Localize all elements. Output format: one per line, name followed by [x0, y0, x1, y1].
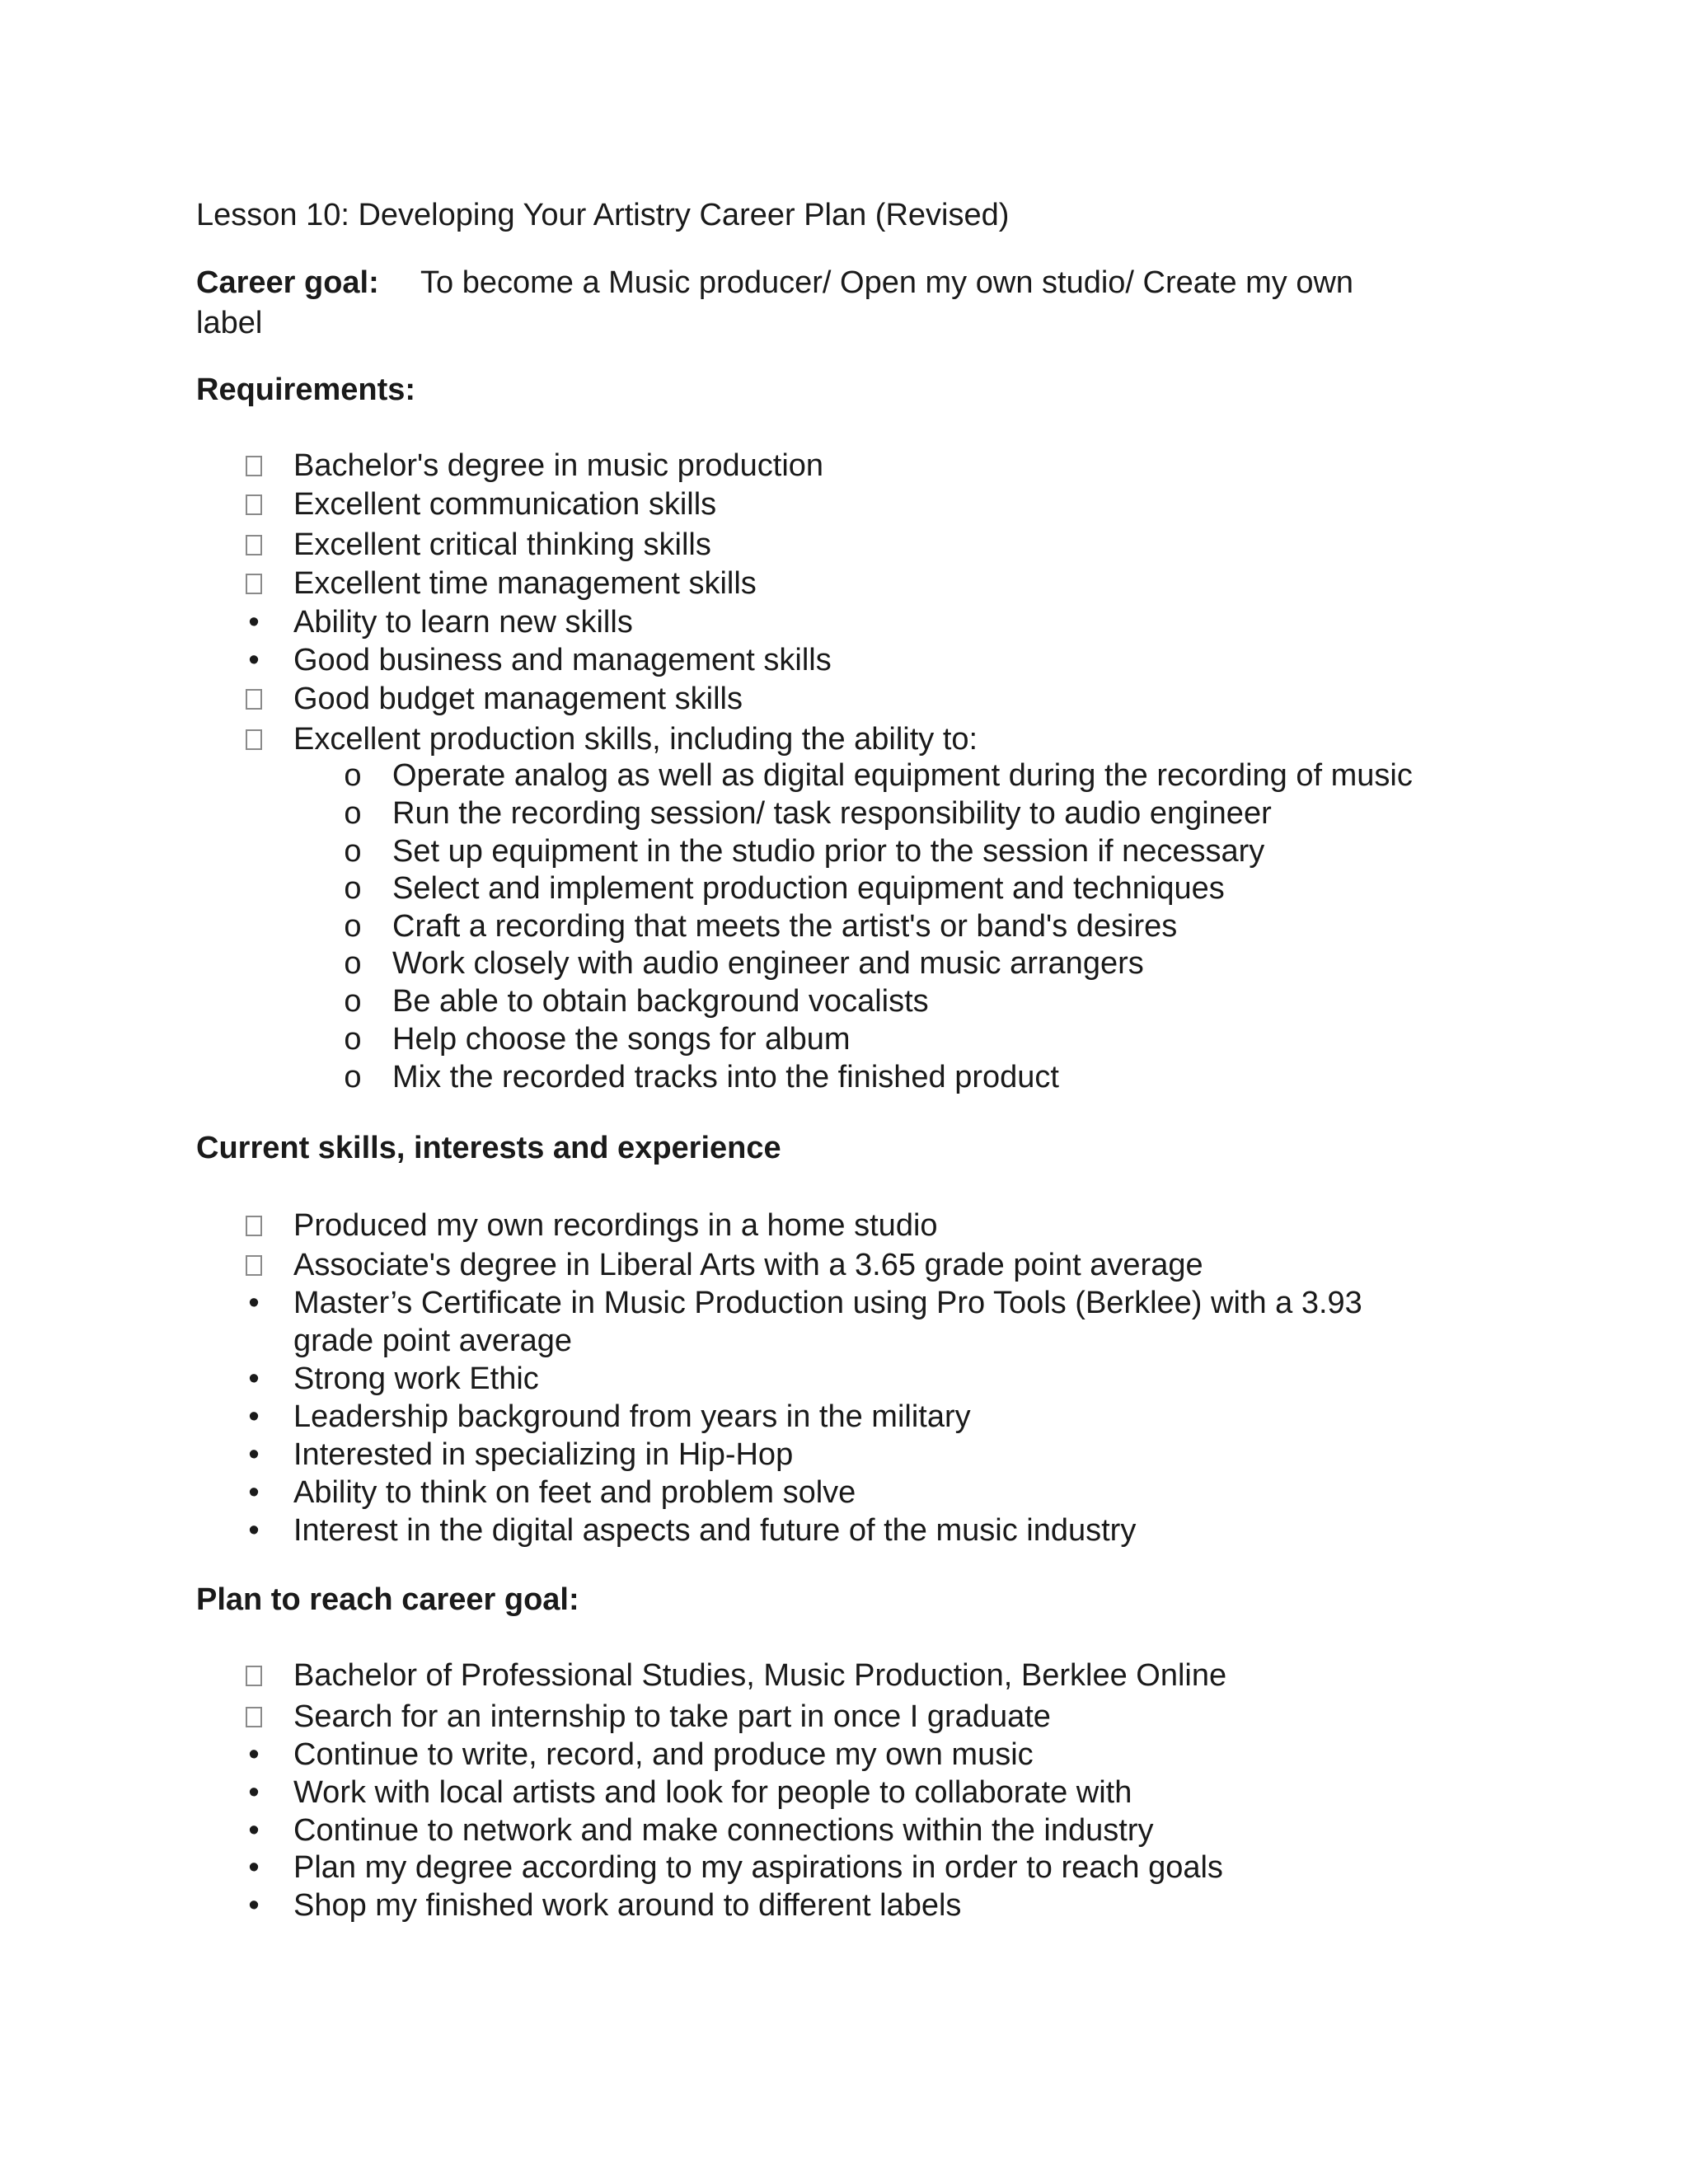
checkbox-bullet-icon	[246, 1255, 262, 1276]
bullet-icon: •	[248, 1286, 260, 1320]
list-item: Excellent time management skills	[293, 566, 757, 601]
circle-bullet-icon: o	[344, 1022, 362, 1057]
list-item: Ability to think on feet and problem solve	[293, 1475, 856, 1510]
list-item: Plan my degree according to my aspirations in order to reach goals	[293, 1850, 1223, 1885]
checkbox-bullet-icon	[246, 729, 262, 750]
list-item: Shop my finished work around to different labels	[293, 1888, 962, 1923]
list-item: Work with local artists and look for people to collaborate with	[293, 1775, 1132, 1810]
checkbox-bullet-icon	[246, 574, 262, 594]
circle-bullet-icon: o	[344, 871, 362, 906]
page-title: Lesson 10: Developing Your Artistry Career Plan (Revised)	[196, 198, 1010, 232]
career-goal-text: To become a Music producer/ Open my own studio/ Create my own	[420, 265, 1354, 300]
list-item: Excellent production skills, including the ability to:	[293, 722, 978, 757]
list-item: Leadership background from years in the military	[293, 1399, 971, 1434]
checkbox-bullet-icon	[246, 456, 262, 476]
bullet-icon: •	[248, 1737, 260, 1772]
checkbox-bullet-icon	[246, 689, 262, 710]
current-skills-heading: Current skills, interests and experience	[196, 1131, 781, 1165]
list-item: Strong work Ethic	[293, 1361, 539, 1396]
bullet-icon: •	[248, 1888, 260, 1923]
plan-heading: Plan to reach career goal:	[196, 1582, 579, 1617]
circle-bullet-icon: o	[344, 1060, 362, 1094]
list-item: Interest in the digital aspects and future of the music industry	[293, 1513, 1137, 1548]
list-item: Bachelor's degree in music production	[293, 448, 824, 483]
bullet-icon: •	[248, 1475, 260, 1510]
list-item: Mix the recorded tracks into the finished product	[392, 1060, 1059, 1094]
list-item: Interested in specializing in Hip-Hop	[293, 1437, 794, 1472]
list-item: Select and implement production equipment and techniques	[392, 871, 1225, 906]
requirements-heading: Requirements:	[196, 373, 416, 407]
list-item: Associate's degree in Liberal Arts with a 3.65 grade point average	[293, 1248, 1203, 1282]
circle-bullet-icon: o	[344, 909, 362, 944]
circle-bullet-icon: o	[344, 984, 362, 1019]
career-goal-label: Career goal:	[196, 265, 379, 300]
list-item: Craft a recording that meets the artist's or band's desires	[392, 909, 1178, 944]
list-item: Work closely with audio engineer and music arrangers	[392, 946, 1144, 981]
circle-bullet-icon: o	[344, 796, 362, 831]
circle-bullet-icon: o	[344, 946, 362, 981]
bullet-icon: •	[248, 605, 260, 640]
checkbox-bullet-icon	[246, 1216, 262, 1236]
circle-bullet-icon: o	[344, 834, 362, 869]
bullet-icon: •	[248, 1399, 260, 1434]
list-item: Produced my own recordings in a home studio	[293, 1208, 938, 1243]
checkbox-bullet-icon	[246, 1666, 262, 1686]
checkbox-bullet-icon	[246, 1707, 262, 1727]
bullet-icon: •	[248, 1437, 260, 1472]
list-item: Excellent communication skills	[293, 487, 717, 522]
bullet-icon: •	[248, 1775, 260, 1810]
checkbox-bullet-icon	[246, 535, 262, 555]
bullet-icon: •	[248, 643, 260, 677]
list-item: Help choose the songs for album	[392, 1022, 851, 1057]
circle-bullet-icon: o	[344, 758, 362, 793]
list-item: Ability to learn new skills	[293, 605, 633, 640]
list-item: Good business and management skills	[293, 643, 832, 677]
list-item-continued: grade point average	[293, 1324, 573, 1358]
list-item: Good budget management skills	[293, 682, 743, 716]
list-item: Set up equipment in the studio prior to the session if necessary	[392, 834, 1265, 869]
checkbox-bullet-icon	[246, 494, 262, 515]
bullet-icon: •	[248, 1850, 260, 1885]
list-item: Excellent critical thinking skills	[293, 527, 711, 562]
bullet-icon: •	[248, 1513, 260, 1548]
career-goal-text-continued: label	[196, 306, 263, 340]
bullet-icon: •	[248, 1361, 260, 1396]
list-item: Be able to obtain background vocalists	[392, 984, 929, 1019]
list-item: Search for an internship to take part in once I graduate	[293, 1699, 1051, 1734]
bullet-icon: •	[248, 1813, 260, 1848]
list-item: Master’s Certificate in Music Production using Pro Tools (Berklee) with a 3.93	[293, 1286, 1362, 1320]
list-item: Bachelor of Professional Studies, Music Production, Berklee Online	[293, 1658, 1227, 1693]
list-item: Continue to network and make connections within the industry	[293, 1813, 1154, 1848]
list-item: Run the recording session/ task responsibility to audio engineer	[392, 796, 1272, 831]
list-item: Operate analog as well as digital equipment during the recording of music	[392, 758, 1413, 793]
list-item: Continue to write, record, and produce my own music	[293, 1737, 1034, 1772]
